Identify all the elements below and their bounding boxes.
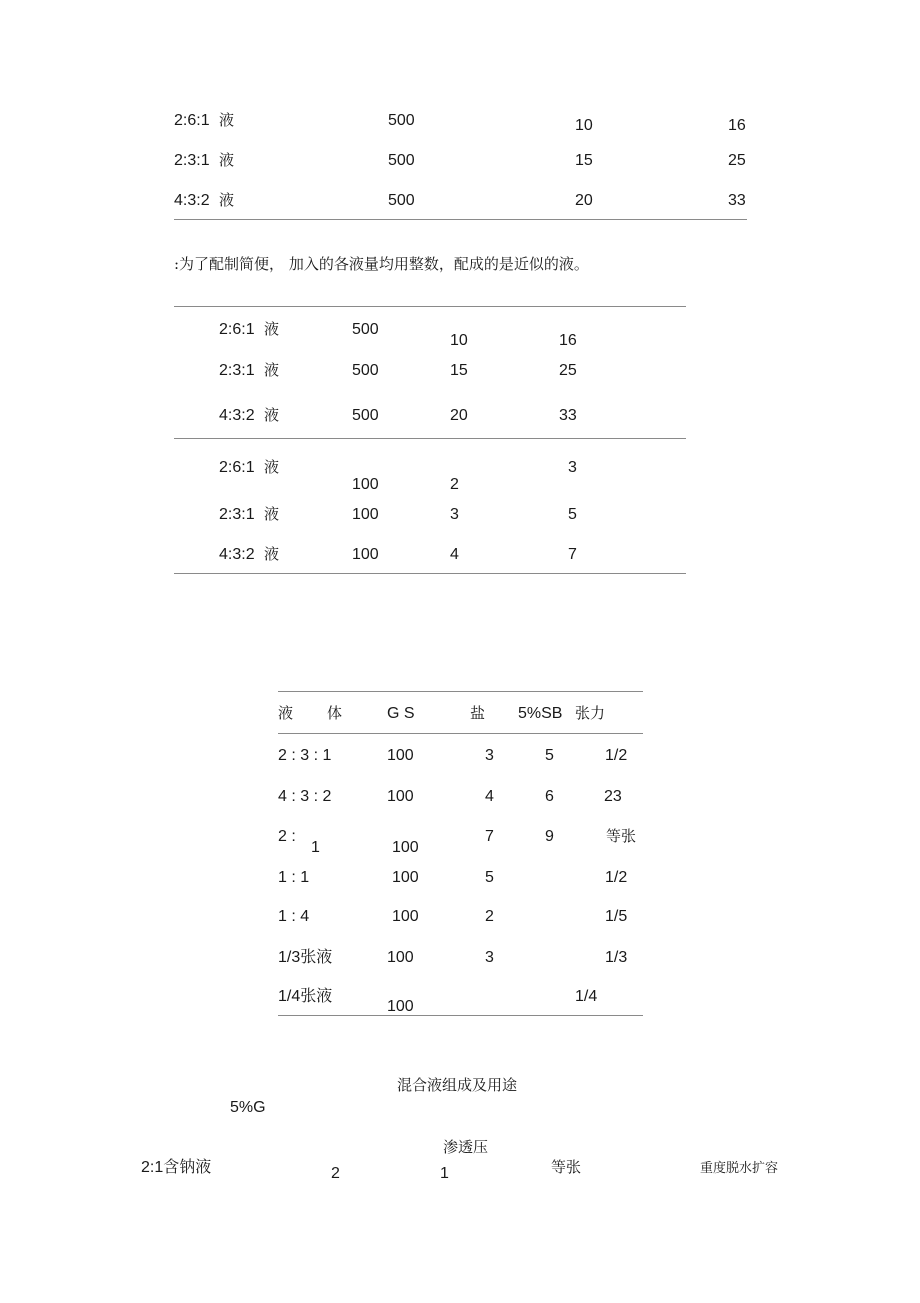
tension-cell: 1/2 — [605, 747, 628, 764]
salt-cell: 3 — [485, 949, 494, 966]
sb-cell: 5 — [545, 747, 554, 764]
value-cell: 7 — [568, 546, 577, 563]
header-salt: 盐 — [470, 704, 486, 722]
gs-cell: 100 — [387, 788, 414, 805]
header-liquid: 液 — [278, 704, 294, 722]
solution-name: 1 : 4 — [278, 908, 310, 925]
volume-cell: 100 — [352, 546, 379, 563]
solution-suffix: 液 — [219, 151, 235, 169]
header-5g: 5%G — [230, 1099, 266, 1116]
volume-cell: 500 — [352, 407, 379, 424]
value-cell: 1 — [440, 1165, 449, 1182]
solution-name: 2:1含钠液 — [141, 1159, 212, 1176]
solution-name: 2:3:1 — [219, 506, 255, 523]
value-cell: 33 — [559, 407, 577, 424]
table-rule — [174, 306, 686, 307]
table-rule — [174, 219, 747, 220]
table-rule — [174, 438, 686, 439]
solution-name: 4:3:2 — [174, 192, 210, 209]
salt-cell: 7 — [485, 828, 494, 845]
salt-cell: 4 — [485, 788, 494, 805]
solution-suffix: 液 — [264, 406, 280, 424]
solution-suffix: 液 — [264, 458, 280, 476]
value-cell: 4 — [450, 546, 459, 563]
sb-cell: 9 — [545, 828, 554, 845]
value-cell: 16 — [559, 332, 577, 349]
solution-name: 2:6:1 — [219, 459, 255, 476]
note-text: :为了配制简便， 加入的各液量均用整数，配成的是近似的液。 — [174, 255, 589, 273]
volume-cell: 500 — [388, 192, 415, 209]
solution-name: 2:6:1 — [174, 112, 210, 129]
value-cell: 20 — [450, 407, 468, 424]
header-sb: 5%SB — [518, 705, 563, 722]
solution-name: 4 : 3 : 2 — [278, 788, 332, 805]
solution-name: 1/3张液 — [278, 949, 333, 966]
solution-name: 1 : 1 — [278, 869, 310, 886]
solution-name: 4:3:2 — [219, 546, 255, 563]
osmotic-cell: 等张 — [551, 1158, 582, 1176]
solution-suffix: 液 — [219, 111, 235, 129]
solution-name: 2 : — [278, 828, 296, 845]
value-cell: 25 — [728, 152, 746, 169]
volume-cell: 100 — [352, 506, 379, 523]
solution-suffix: 液 — [264, 361, 280, 379]
header-tension: 张力 — [575, 704, 606, 722]
tension-cell: 等张 — [606, 827, 637, 845]
salt-cell: 5 — [485, 869, 494, 886]
table-rule — [278, 1015, 643, 1016]
volume-cell: 500 — [352, 321, 379, 338]
solution-name: 1/4张液 — [278, 988, 333, 1005]
value-cell: 3 — [450, 506, 459, 523]
header-osmotic: 渗透压 — [443, 1138, 489, 1156]
section-title: 混合液组成及用途 — [397, 1076, 518, 1094]
value-cell: 10 — [450, 332, 468, 349]
value-cell: 5 — [568, 506, 577, 523]
tension-cell: 23 — [604, 788, 622, 805]
gs-cell: 100 — [387, 998, 414, 1015]
tension-cell: 1/4 — [575, 988, 598, 1005]
value-cell: 15 — [575, 152, 593, 169]
value-cell: 2 — [450, 476, 459, 493]
solution-name: 2:3:1 — [219, 362, 255, 379]
solution-suffix: 液 — [264, 505, 280, 523]
solution-name-sub: 1 — [311, 839, 320, 856]
solution-name: 2 : 3 : 1 — [278, 747, 332, 764]
value-cell: 15 — [450, 362, 468, 379]
header-gs: G S — [387, 705, 415, 722]
tension-cell: 1/3 — [605, 949, 628, 966]
header-liquid-2: 体 — [327, 704, 343, 722]
tension-cell: 1/5 — [605, 908, 628, 925]
table-rule — [278, 733, 643, 734]
value-cell: 33 — [728, 192, 746, 209]
value-cell: 25 — [559, 362, 577, 379]
table-rule — [278, 691, 643, 692]
table-rule — [174, 573, 686, 574]
solution-suffix: 液 — [264, 545, 280, 563]
value-cell: 10 — [575, 117, 593, 134]
value-cell: 20 — [575, 192, 593, 209]
gs-cell: 100 — [387, 949, 414, 966]
gs-cell: 100 — [392, 869, 419, 886]
tension-cell: 1/2 — [605, 869, 628, 886]
volume-cell: 500 — [388, 112, 415, 129]
volume-cell: 100 — [352, 476, 379, 493]
solution-name: 2:3:1 — [174, 152, 210, 169]
volume-cell: 500 — [352, 362, 379, 379]
value-cell: 16 — [728, 117, 746, 134]
usage-cell: 重度脱水扩容 — [700, 1160, 779, 1175]
sb-cell: 6 — [545, 788, 554, 805]
gs-cell: 100 — [392, 908, 419, 925]
value-cell: 3 — [568, 459, 577, 476]
solution-name: 2:6:1 — [219, 321, 255, 338]
solution-suffix: 液 — [219, 191, 235, 209]
gs-cell: 100 — [392, 839, 419, 856]
volume-cell: 500 — [388, 152, 415, 169]
salt-cell: 3 — [485, 747, 494, 764]
gs-cell: 100 — [387, 747, 414, 764]
solution-suffix: 液 — [264, 320, 280, 338]
solution-name: 4:3:2 — [219, 407, 255, 424]
value-cell: 2 — [331, 1165, 340, 1182]
salt-cell: 2 — [485, 908, 494, 925]
